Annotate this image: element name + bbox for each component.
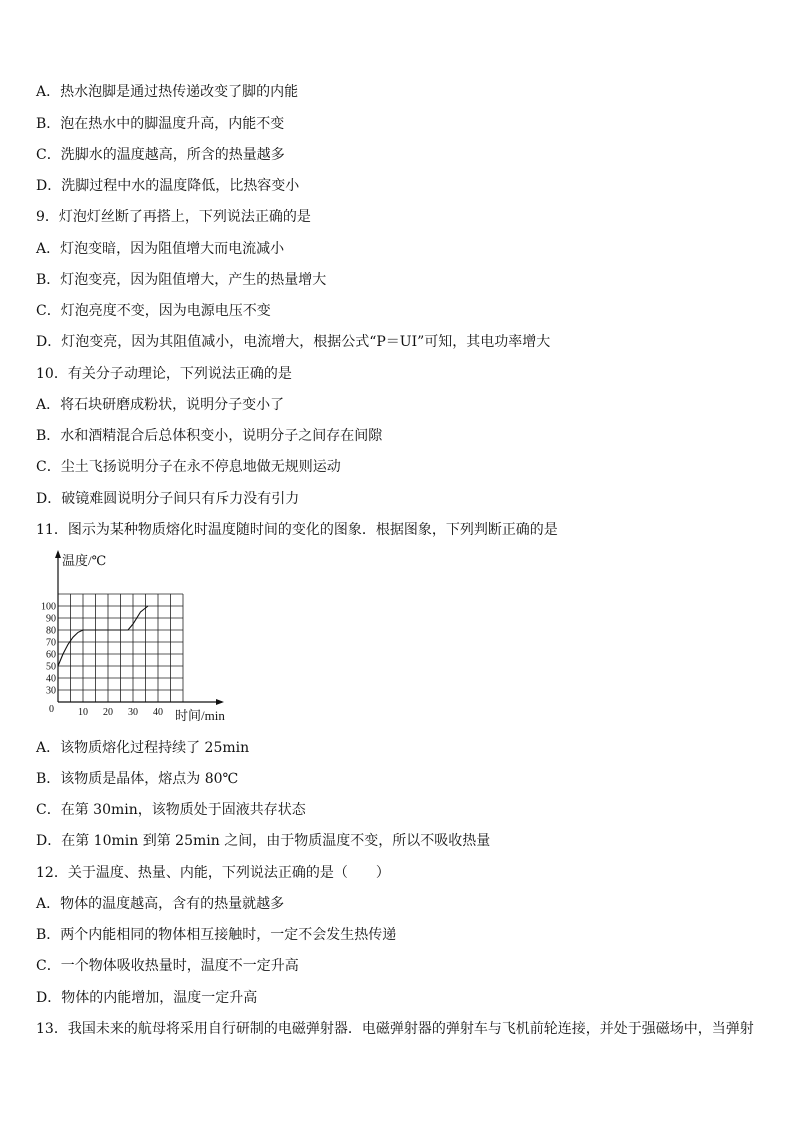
text-line: A．物体的温度越高，含有的热量就越多	[36, 896, 285, 912]
x-axis-arrow	[216, 699, 224, 705]
text-line: D．洗脚过程中水的温度降低，比热容变小	[36, 178, 300, 194]
text-line: D．灯泡变亮，因为其阻值减小，电流增大，根据公式“P＝UI”可知，其电功率增大	[36, 334, 551, 350]
y-tick-label: 70	[46, 637, 56, 649]
chart-ticks	[41, 602, 163, 719]
y-tick-label: 100	[41, 601, 56, 613]
text-line: A．热水泡脚是通过热传递改变了脚的内能	[36, 84, 299, 100]
y-axis-arrow	[55, 550, 61, 558]
y-tick-label: 40	[46, 673, 56, 685]
y-tick-label: 50	[46, 661, 56, 673]
text-line: C．一个物体吸收热量时，温度不一定升高	[36, 958, 299, 974]
text-line: D．破镜难圆说明分子间只有斥力没有引力	[36, 491, 300, 507]
text-line: A．灯泡变暗，因为阻值增大而电流减小	[36, 241, 285, 257]
text-line: B．泡在热水中的脚温度升高，内能不变	[36, 116, 285, 132]
x-tick-label: 10	[78, 707, 88, 718]
y-tick-label: 30	[46, 685, 56, 697]
x-axis-label: 时间/min	[175, 708, 225, 723]
text-line: C．在第 30min，该物质处于固液共存状态	[36, 802, 306, 818]
y-axis-label: 温度/℃	[62, 553, 107, 568]
text-line: 13．我国未来的航母将采用自行研制的电磁弹射器．电磁弹射器的弹射车与飞机前轮连接，并处于强磁场中，当弹射	[36, 1021, 754, 1037]
text-line: B．该物质是晶体，熔点为 80℃	[36, 771, 239, 787]
chart-axes	[55, 550, 224, 705]
text-line: 12．关于温度、热量、内能，下列说法正确的是（ ）	[36, 865, 390, 881]
text-line: B．两个内能相同的物体相互接触时，一定不会发生热传递	[36, 927, 397, 943]
text-line: C．尘土飞扬说明分子在永不停息地做无规则运动	[36, 459, 341, 475]
melting-chart	[36, 546, 246, 726]
x-tick-label: 20	[103, 707, 113, 718]
text-line: B．灯泡变亮，因为阻值增大，产生的热量增大	[36, 272, 327, 288]
origin-label: 0	[49, 704, 54, 715]
temperature-curve	[58, 606, 148, 666]
text-line: D．在第 10min 到第 25min 之间，由于物质温度不变，所以不吸收热量	[36, 833, 491, 849]
x-tick-label: 30	[128, 707, 138, 718]
y-tick-label: 80	[46, 625, 56, 637]
y-tick-label: 60	[46, 649, 56, 661]
text-line: C．洗脚水的温度越高，所含的热量越多	[36, 147, 285, 163]
text-line: C．灯泡亮度不变，因为电源电压不变	[36, 303, 271, 319]
text-line: B．水和酒精混合后总体积变小，说明分子之间存在间隙	[36, 428, 383, 444]
x-tick-label: 40	[153, 707, 163, 718]
text-line: 11．图示为某种物质熔化时温度随时间的变化的图象．根据图象，下列判断正确的是	[36, 522, 558, 538]
text-line: A．将石块研磨成粉状，说明分子变小了	[36, 397, 285, 413]
text-line: A．该物质熔化过程持续了 25min	[36, 740, 250, 756]
chart-grid	[58, 594, 183, 702]
text-line: D．物体的内能增加，温度一定升高	[36, 990, 258, 1006]
y-tick-label: 90	[46, 613, 56, 625]
text-line: 10．有关分子动理论，下列说法正确的是	[36, 366, 292, 382]
text-line: 9．灯泡灯丝断了再搭上，下列说法正确的是	[36, 209, 311, 225]
